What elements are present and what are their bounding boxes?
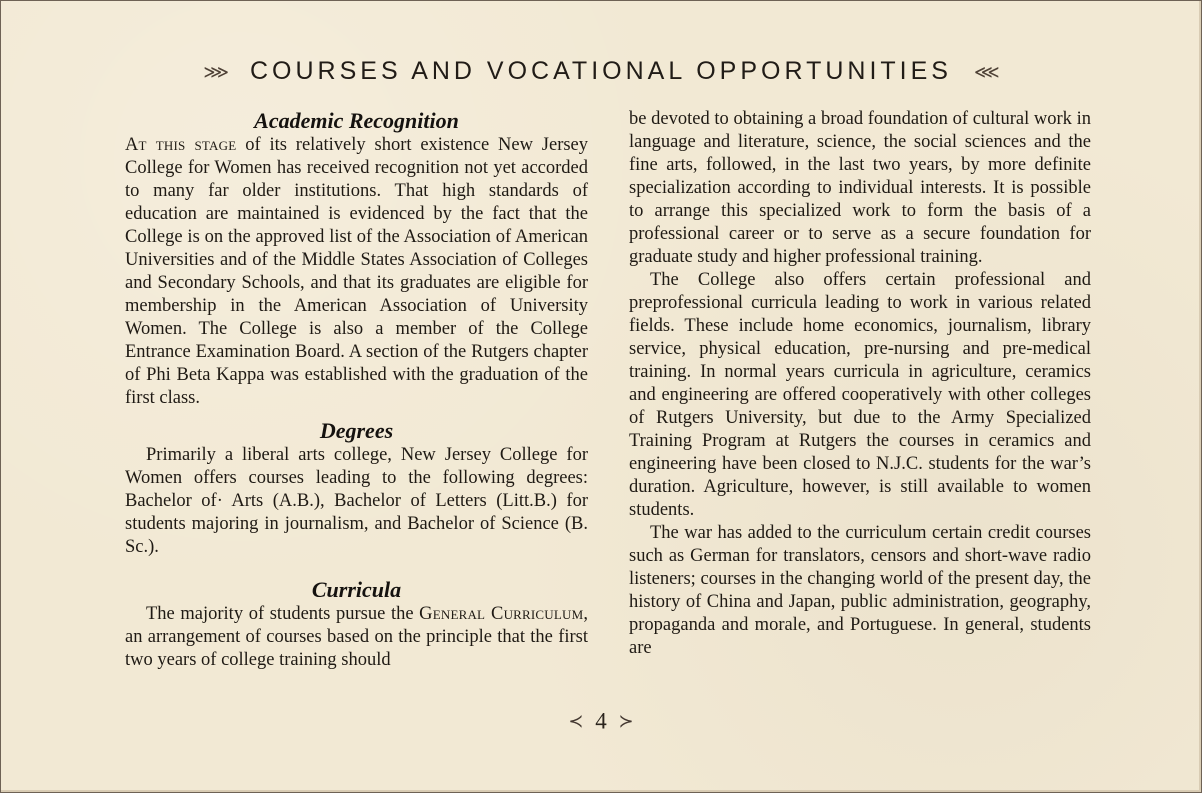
page-number-footer [1,707,1201,735]
war-curriculum-paragraph: The war has added to the curriculum certain credit courses such as German for translators, censors and short-wave radio listeners; courses in the changing world of the present day, the history of China and Japan, public administration, geography, propaganda and morale, and Portuguese. In general, students are [629,523,1091,658]
page-title: COURSES AND VOCATIONAL OPPORTUNITIES [250,57,952,85]
page-number: 4 [595,708,607,734]
curricula-body-before: The majority of students pursue the [146,604,414,624]
curricula-paragraph [125,603,588,672]
academic-recognition-body: of its relatively short existence New Jersey College for Women has received recognition not yet accorded to many far older institutions. That high standards of education are maintained is evidenced by the fact that the College is on the approved list of the Association of American Universities and of the Middle States Association of Colleges and Secondary Schools, and that its graduates are eligible for membership in the American Association of University Women. The College is also a member of the College Entrance Examination Board. A section of the Rutgers chapter of Phi Beta Kappa was established with the graduation of the first class. [125,135,589,408]
academic-recognition-heading: Academic Recognition [254,108,459,133]
left-page-mark-icon: ≺ [568,711,584,732]
degrees-paragraph: Primarily a liberal arts college, New Jersey College for Women offers courses leading to the following degrees: Bachelor of· Arts (A.B.), Bachelor of Letters (Litt.B.) for students majoring in journalism, and Bachelor of Science (B. Sc.). [125,445,588,557]
academic-recognition-paragraph [125,134,588,410]
professional-curricula-paragraph: The College also offers certain professional and preprofessional curricula leading to work in various related fields. These include home economics, journalism, library service, physical education, pre-nursing and pre-medical training. In normal years curricula in agriculture, ceramics and engineering are offered cooperatively with other colleges of Rutgers University, but due to the Army Specialized Training Program at Rutgers the courses in ceramics and engineering have been closed to N.J.C. students for the war’s duration. Agriculture, however, is still available to women students. [629,270,1091,520]
right-page-mark-icon: ≻ [618,711,634,732]
right-ornament-icon: ⋘ [973,61,999,82]
degrees-heading: Degrees [319,418,394,443]
curricula-heading: Curricula [311,577,402,602]
general-curriculum-term: General Curriculum [419,604,584,624]
left-ornament-icon: ⋙ [203,61,228,82]
left-text-column [125,108,588,672]
continuation-paragraph: be devoted to obtaining a broad foundation of cultural work in language and literature, science, the social sciences and the fine arts, followed, in the last two years, by more definite specialization according to individual interests. It is possible to arrange this specialized work to form the basis of a professional career or to serve as a secure foundation for graduate study and higher professional training. [629,109,1091,267]
running-header [1,57,1201,89]
lead-phrase: At this stage [125,135,237,155]
curricula-body-after: , an arrangement of courses based on the principle that the first two years of college training should [125,604,588,670]
right-text-column [629,108,1091,660]
